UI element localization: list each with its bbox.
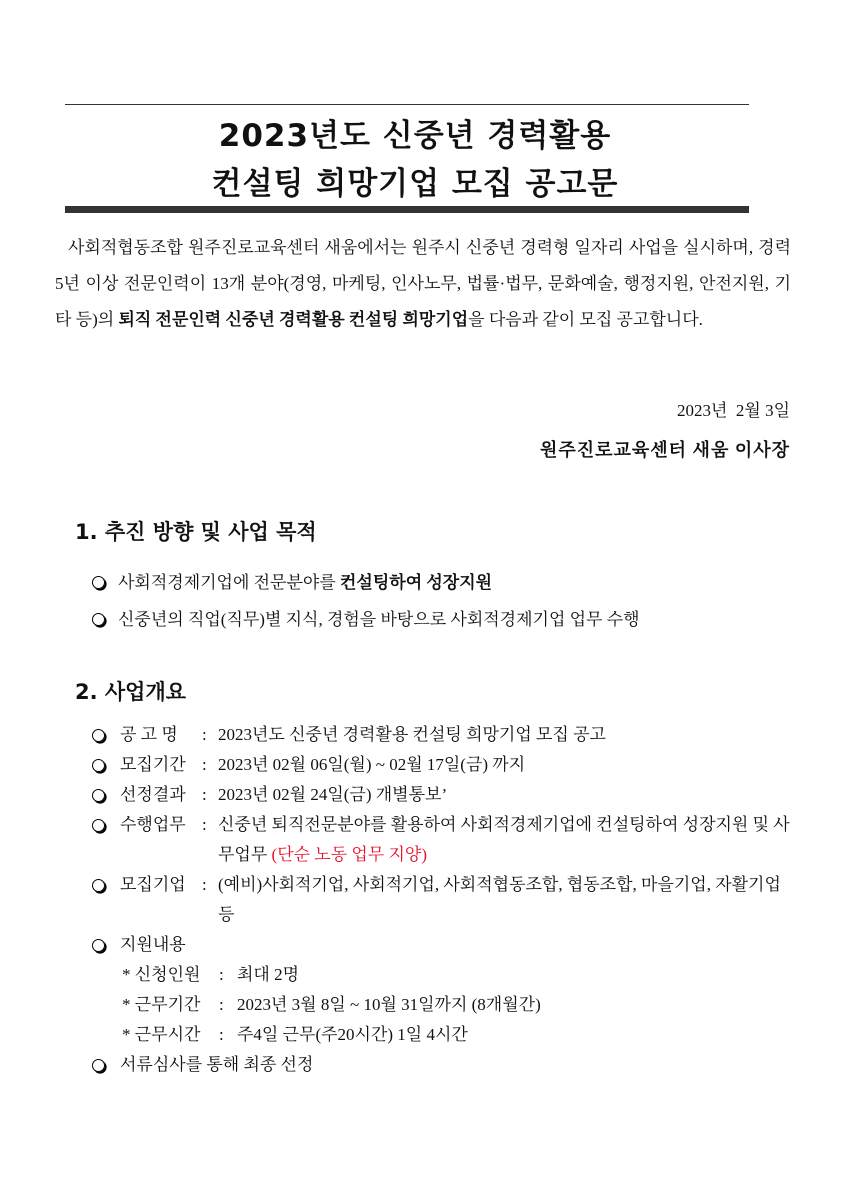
circle-bullet-icon (92, 613, 105, 626)
list-item-text (118, 564, 790, 601)
item-value: 2023년 02월 06일(월) ~ 02월 17일(금) 까지 (218, 755, 526, 774)
intro-text: 사회적협동조합 원주진로교육센터 새움에서는 원주시 신중년 경력형 일자리 사업을 실시하며, 경력 5년 이상 전문인력이 13개 분야(경영, 마케팅, 인사노무, 법률·법무, 문화예술, 행정지원, 안전지원, 기타 등)의 (55, 238, 791, 329)
intro-bold-text: 퇴직 전문인력 신중년 경력활용 컨설팅 희망기업 (118, 310, 469, 329)
list-item (92, 870, 790, 930)
list-item (92, 750, 790, 780)
list-item-text: 신중년의 직업(직무)별 지식, 경험을 바탕으로 사회적경제기업 업무 수행 (118, 610, 640, 629)
list-item (92, 780, 790, 810)
item-value-text: 신중년 퇴직전문분야를 활용하여 사회적경제기업에 컨설팅하여 성장지원 및 사무업무 (218, 815, 790, 864)
sub-item-label: * 신청인원 (122, 965, 201, 984)
sub-item-value: 주4일 근무(주20시간) 1일 4시간 (237, 1025, 468, 1044)
circle-bullet-icon (92, 879, 105, 892)
item-label: 공 고 명 (120, 725, 178, 744)
document-title (65, 112, 765, 208)
top-rule (65, 104, 749, 105)
item-bold-text: 컨설팅하여 성장지원 (340, 573, 493, 592)
intro-text-end: 을 다음과 같이 모집 공고합니다. (468, 310, 703, 329)
item-value: (예비)사회적기업, 사회적기업, 사회적협동조합, 협동조합, 마을기업, 자활기업 등 (218, 875, 781, 924)
item-separator: : (219, 995, 224, 1014)
circle-bullet-icon (92, 789, 105, 802)
list-item (92, 810, 790, 870)
sub-item-label: * 근무시간 (122, 1025, 201, 1044)
sub-item-value: 최대 2명 (237, 965, 300, 984)
section-2-list (92, 720, 790, 1080)
section-1-heading: 1. 추진 방향 및 사업 목적 (75, 520, 317, 544)
item-label: 모집기간 (120, 755, 186, 774)
item-label: 수행업무 (120, 815, 186, 834)
item-separator: : (202, 785, 207, 804)
sub-list-item (92, 960, 790, 990)
title-underline-bar (65, 206, 749, 213)
announcement-date: 2023년 2월 3일 (676, 401, 790, 420)
circle-bullet-icon (92, 759, 105, 772)
list-item (92, 930, 790, 960)
list-item (92, 601, 790, 638)
circle-bullet-icon (92, 1059, 105, 1072)
list-item (92, 1050, 790, 1080)
item-value: 2023년도 신중년 경력활용 컨설팅 희망기업 모집 공고 (218, 725, 606, 744)
intro-paragraph (55, 230, 791, 338)
sub-list-item (92, 990, 790, 1020)
section-2-heading: 2. 사업개요 (75, 680, 187, 704)
section-1-list (92, 564, 790, 638)
circle-bullet-icon (92, 729, 105, 742)
item-separator: : (202, 725, 207, 744)
highlight-red-text: (단순 노동 업무 지양) (271, 845, 427, 864)
sub-item-value: 2023년 3월 8일 ~ 10월 31일까지 (8개월간) (237, 995, 541, 1014)
item-separator: : (219, 1025, 224, 1044)
list-item (92, 564, 790, 601)
title-line-1: 2023년도 신중년 경력활용 (218, 118, 612, 154)
title-line-2: 컨설팅 희망기업 모집 공고문 (211, 166, 619, 202)
item-text: 사회적경제기업에 전문분야를 (118, 573, 340, 592)
circle-bullet-icon (92, 819, 105, 832)
item-label: 선정결과 (120, 785, 186, 804)
item-label: 모집기업 (120, 875, 186, 894)
sub-item-label: * 근무기간 (122, 995, 201, 1014)
item-separator: : (202, 755, 207, 774)
sub-list-item (92, 1020, 790, 1050)
circle-bullet-icon (92, 939, 105, 952)
item-value (218, 810, 790, 870)
circle-bullet-icon (92, 576, 105, 589)
item-separator: : (219, 965, 224, 984)
issuer-signature: 원주진로교육센터 새움 이사장 (539, 440, 790, 460)
list-item-text: 서류심사를 통해 최종 선정 (120, 1055, 314, 1074)
item-separator: : (202, 875, 207, 894)
item-separator: : (202, 815, 207, 834)
item-label: 지원내용 (120, 935, 186, 954)
item-value: 2023년 02월 24일(금) 개별통보’ (218, 785, 448, 804)
list-item (92, 720, 790, 750)
